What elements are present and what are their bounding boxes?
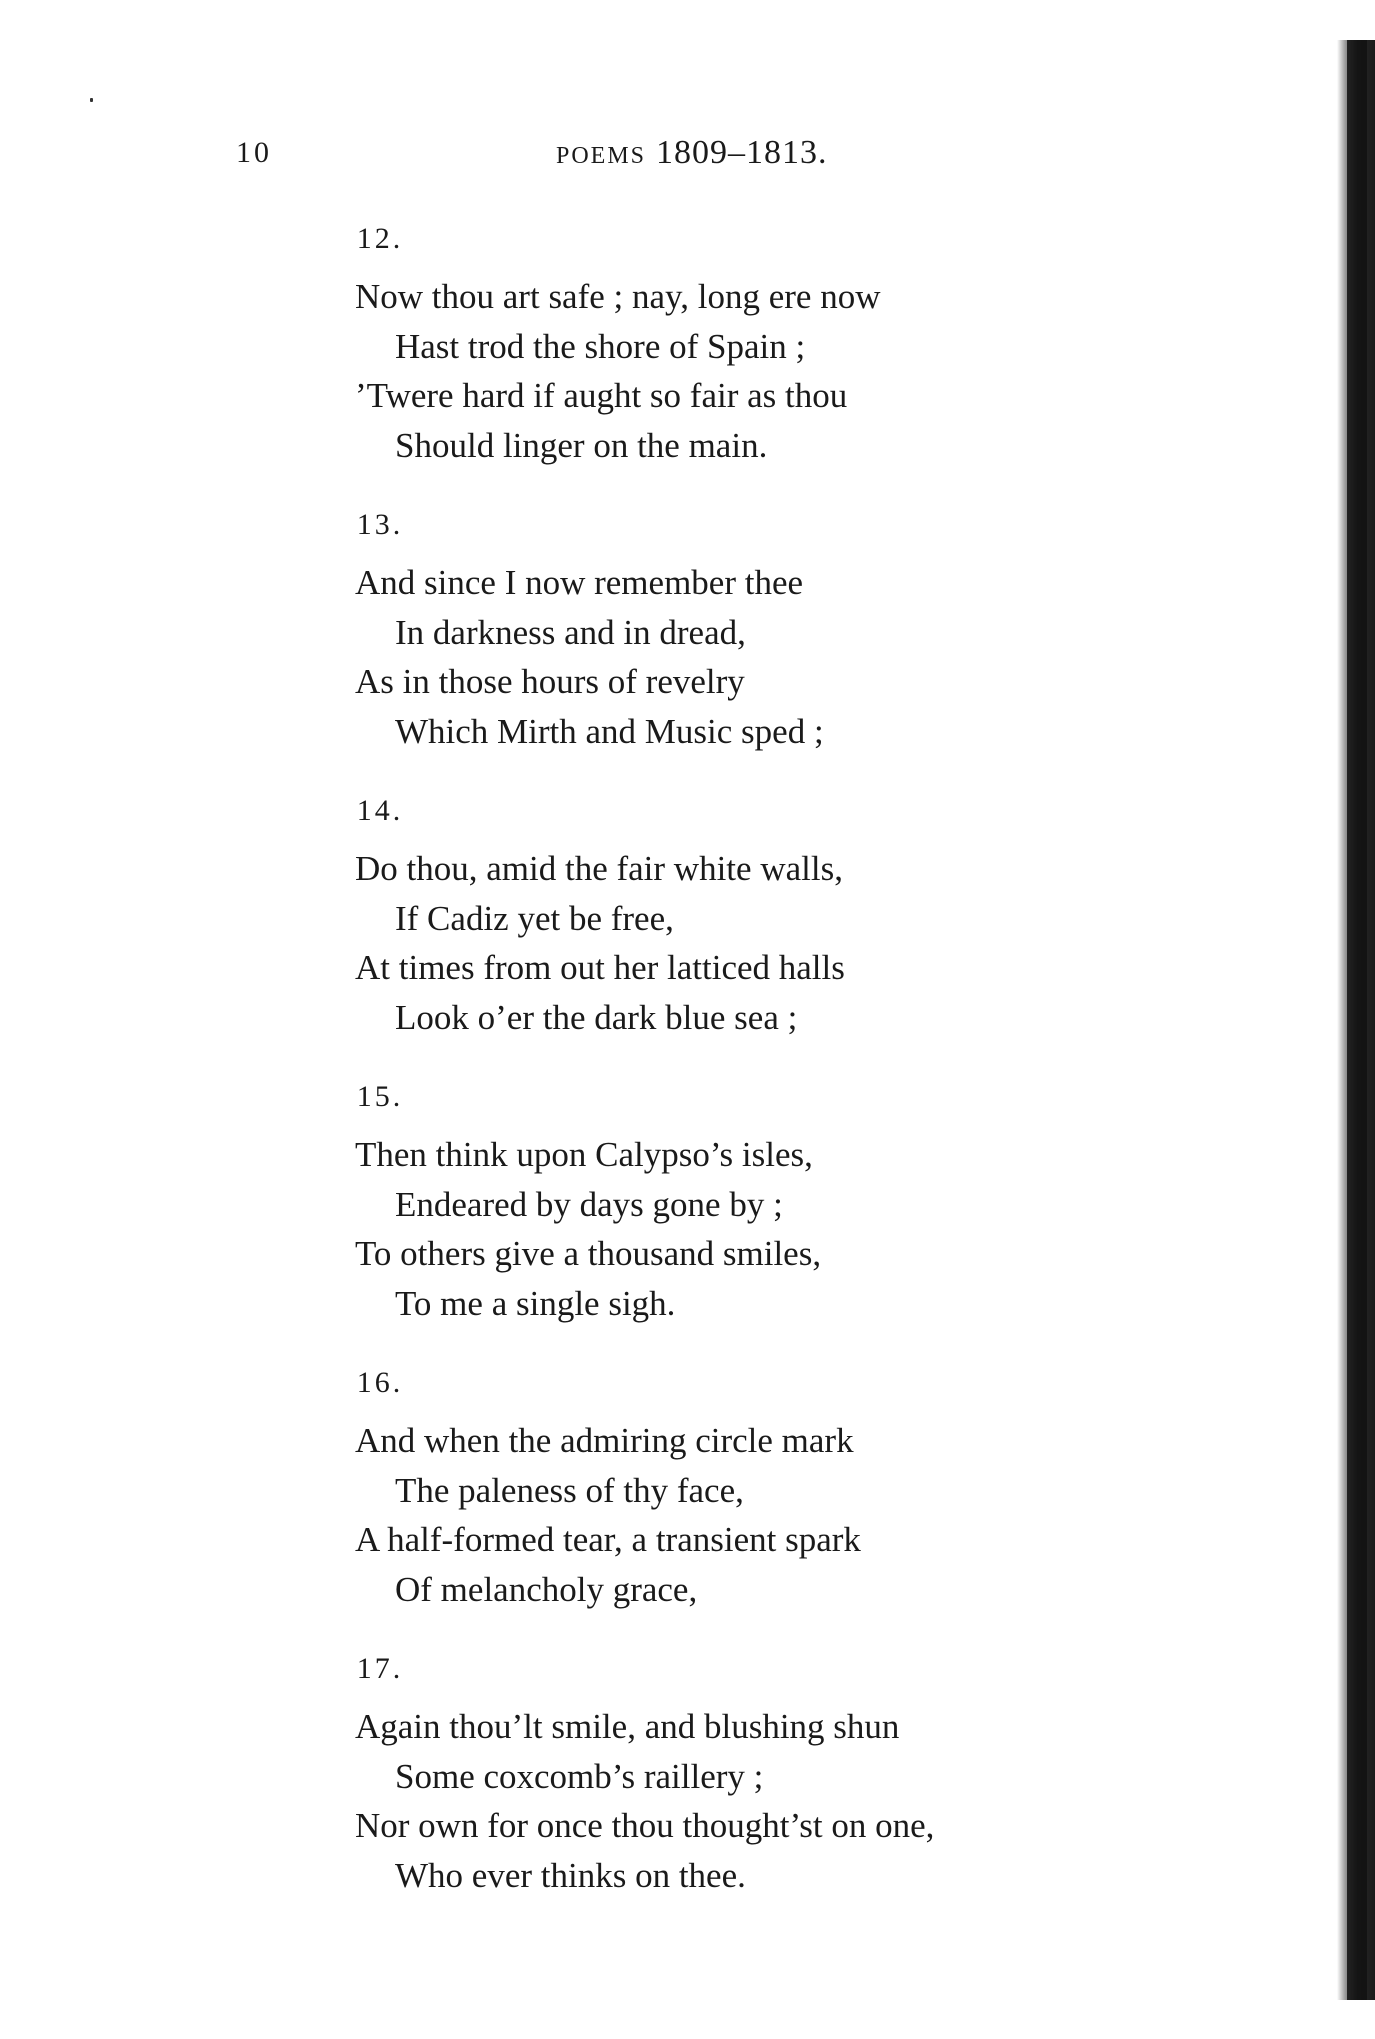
stanza-number-15: 15.: [356, 1080, 404, 1113]
verse-line: And since I now remember thee: [355, 563, 804, 602]
verse-line: As in those hours of revelry: [355, 662, 745, 701]
verse-line: Nor own for once thou thought’st on one,: [355, 1806, 935, 1845]
verse-line: Again thou’lt smile, and blushing shun: [355, 1707, 900, 1746]
running-head-years: 1809–1813.: [656, 134, 828, 171]
verse-line: To others give a thousand smiles,: [355, 1234, 822, 1273]
stanza-number-13: 13.: [356, 508, 404, 541]
stanza-16: [355, 1416, 1115, 1614]
verse-line: Some coxcomb’s raillery ;: [395, 1756, 764, 1796]
running-head: [556, 134, 828, 172]
stanza-14: [355, 844, 1115, 1042]
verse-line: Which Mirth and Music sped ;: [395, 711, 824, 751]
stanza-number-16: 16.: [356, 1366, 404, 1399]
verse-line: Now thou art safe ; nay, long ere now: [355, 277, 881, 316]
verse-line: And when the admiring circle mark: [355, 1421, 854, 1460]
stanza-number-12: 12.: [356, 222, 404, 255]
verse-line: Should linger on the main.: [395, 425, 768, 465]
page-number: 10: [236, 136, 272, 169]
page-binding-shadow: [1347, 40, 1367, 2000]
verse-line: At times from out her latticed halls: [355, 948, 845, 987]
verse-line: A half-formed tear, a transient spark: [355, 1520, 861, 1559]
verse-line: Do thou, amid the fair white walls,: [355, 849, 843, 888]
ink-speck: [90, 98, 93, 102]
verse-line: ’Twere hard if aught so fair as thou: [355, 376, 848, 415]
stanza-17: [355, 1702, 1115, 1900]
verse-line: The paleness of thy face,: [395, 1470, 744, 1510]
stanza-number-17: 17.: [356, 1652, 404, 1685]
stanza-12: [355, 272, 1115, 470]
running-head-label: POEMS: [556, 143, 647, 169]
verse-line: To me a single sigh.: [395, 1283, 676, 1323]
verse-line: Look o’er the dark blue sea ;: [395, 997, 798, 1037]
stanza-number-14: 14.: [356, 794, 404, 827]
verse-line: Endeared by days gone by ;: [395, 1184, 783, 1224]
verse-line: Who ever thinks on thee.: [395, 1855, 746, 1895]
verse-line: Then think upon Calypso’s isles,: [355, 1135, 813, 1174]
verse-line: In darkness and in dread,: [395, 612, 746, 652]
stanza-15: [355, 1130, 1115, 1328]
verse-line: If Cadiz yet be free,: [395, 898, 674, 938]
verse-line: Hast trod the shore of Spain ;: [395, 326, 806, 366]
verse-line: Of melancholy grace,: [395, 1569, 698, 1609]
stanza-13: [355, 558, 1115, 756]
